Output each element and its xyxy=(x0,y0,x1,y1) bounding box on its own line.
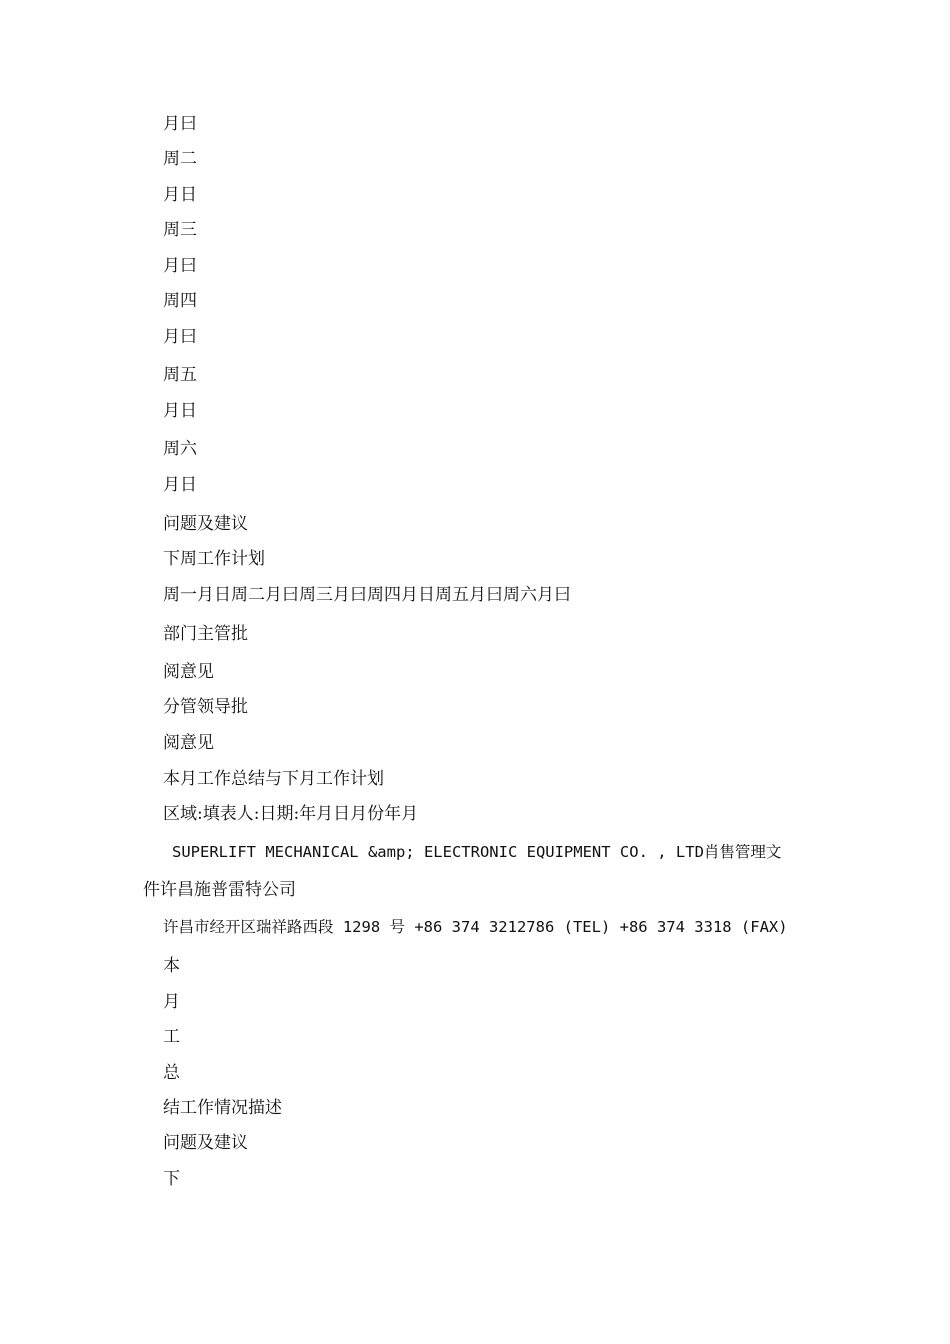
company-name-line: 件许昌施普雷特公司 xyxy=(143,880,296,900)
text-line: 周四 xyxy=(163,291,197,311)
text-line: 本月工作总结与下月工作计划 xyxy=(163,769,384,789)
text-line: 阅意见 xyxy=(163,733,214,753)
text-line: 月日 xyxy=(163,401,197,421)
text-line: 问题及建议 xyxy=(163,514,248,534)
text-line: 月曰 xyxy=(163,114,197,134)
text-line: 月曰 xyxy=(163,327,197,347)
text-line: 周一月日周二月曰周三月曰周四月日周五月曰周六月曰 xyxy=(163,585,571,605)
text-line: 本 xyxy=(163,956,180,976)
text-line: 月日 xyxy=(163,475,197,495)
text-line: 下 xyxy=(163,1169,180,1189)
text-line: 分管领导批 xyxy=(163,697,248,717)
text-line: 工 xyxy=(163,1027,180,1047)
text-line: 问题及建议 xyxy=(163,1133,248,1153)
text-line: 区域:填表人:日期:年月日月份年月 xyxy=(163,804,419,824)
text-line: 部门主管批 xyxy=(163,624,248,644)
text-line: 月曰 xyxy=(163,256,197,276)
text-line: 周三 xyxy=(163,220,197,240)
text-line: 总 xyxy=(163,1063,180,1083)
company-address-line: 许昌市经开区瑞祥路西段 1298 号 +86 374 3212786 (TEL) +86 374 3318 (FAX) xyxy=(163,918,788,936)
text-line: 周二 xyxy=(163,149,197,169)
text-line: 下周工作计划 xyxy=(163,549,265,569)
text-line: 月日 xyxy=(163,185,197,205)
text-line: 周六 xyxy=(163,439,197,459)
text-line: 结工作情况描述 xyxy=(163,1098,282,1118)
text-line: 周五 xyxy=(163,365,197,385)
text-line: 阅意见 xyxy=(163,662,214,682)
text-line: 月 xyxy=(163,992,180,1012)
company-name-line: SUPERLIFT MECHANICAL &amp; ELECTRONIC EQUIPMENT CO. , LTD肖售管理文 xyxy=(172,843,782,861)
